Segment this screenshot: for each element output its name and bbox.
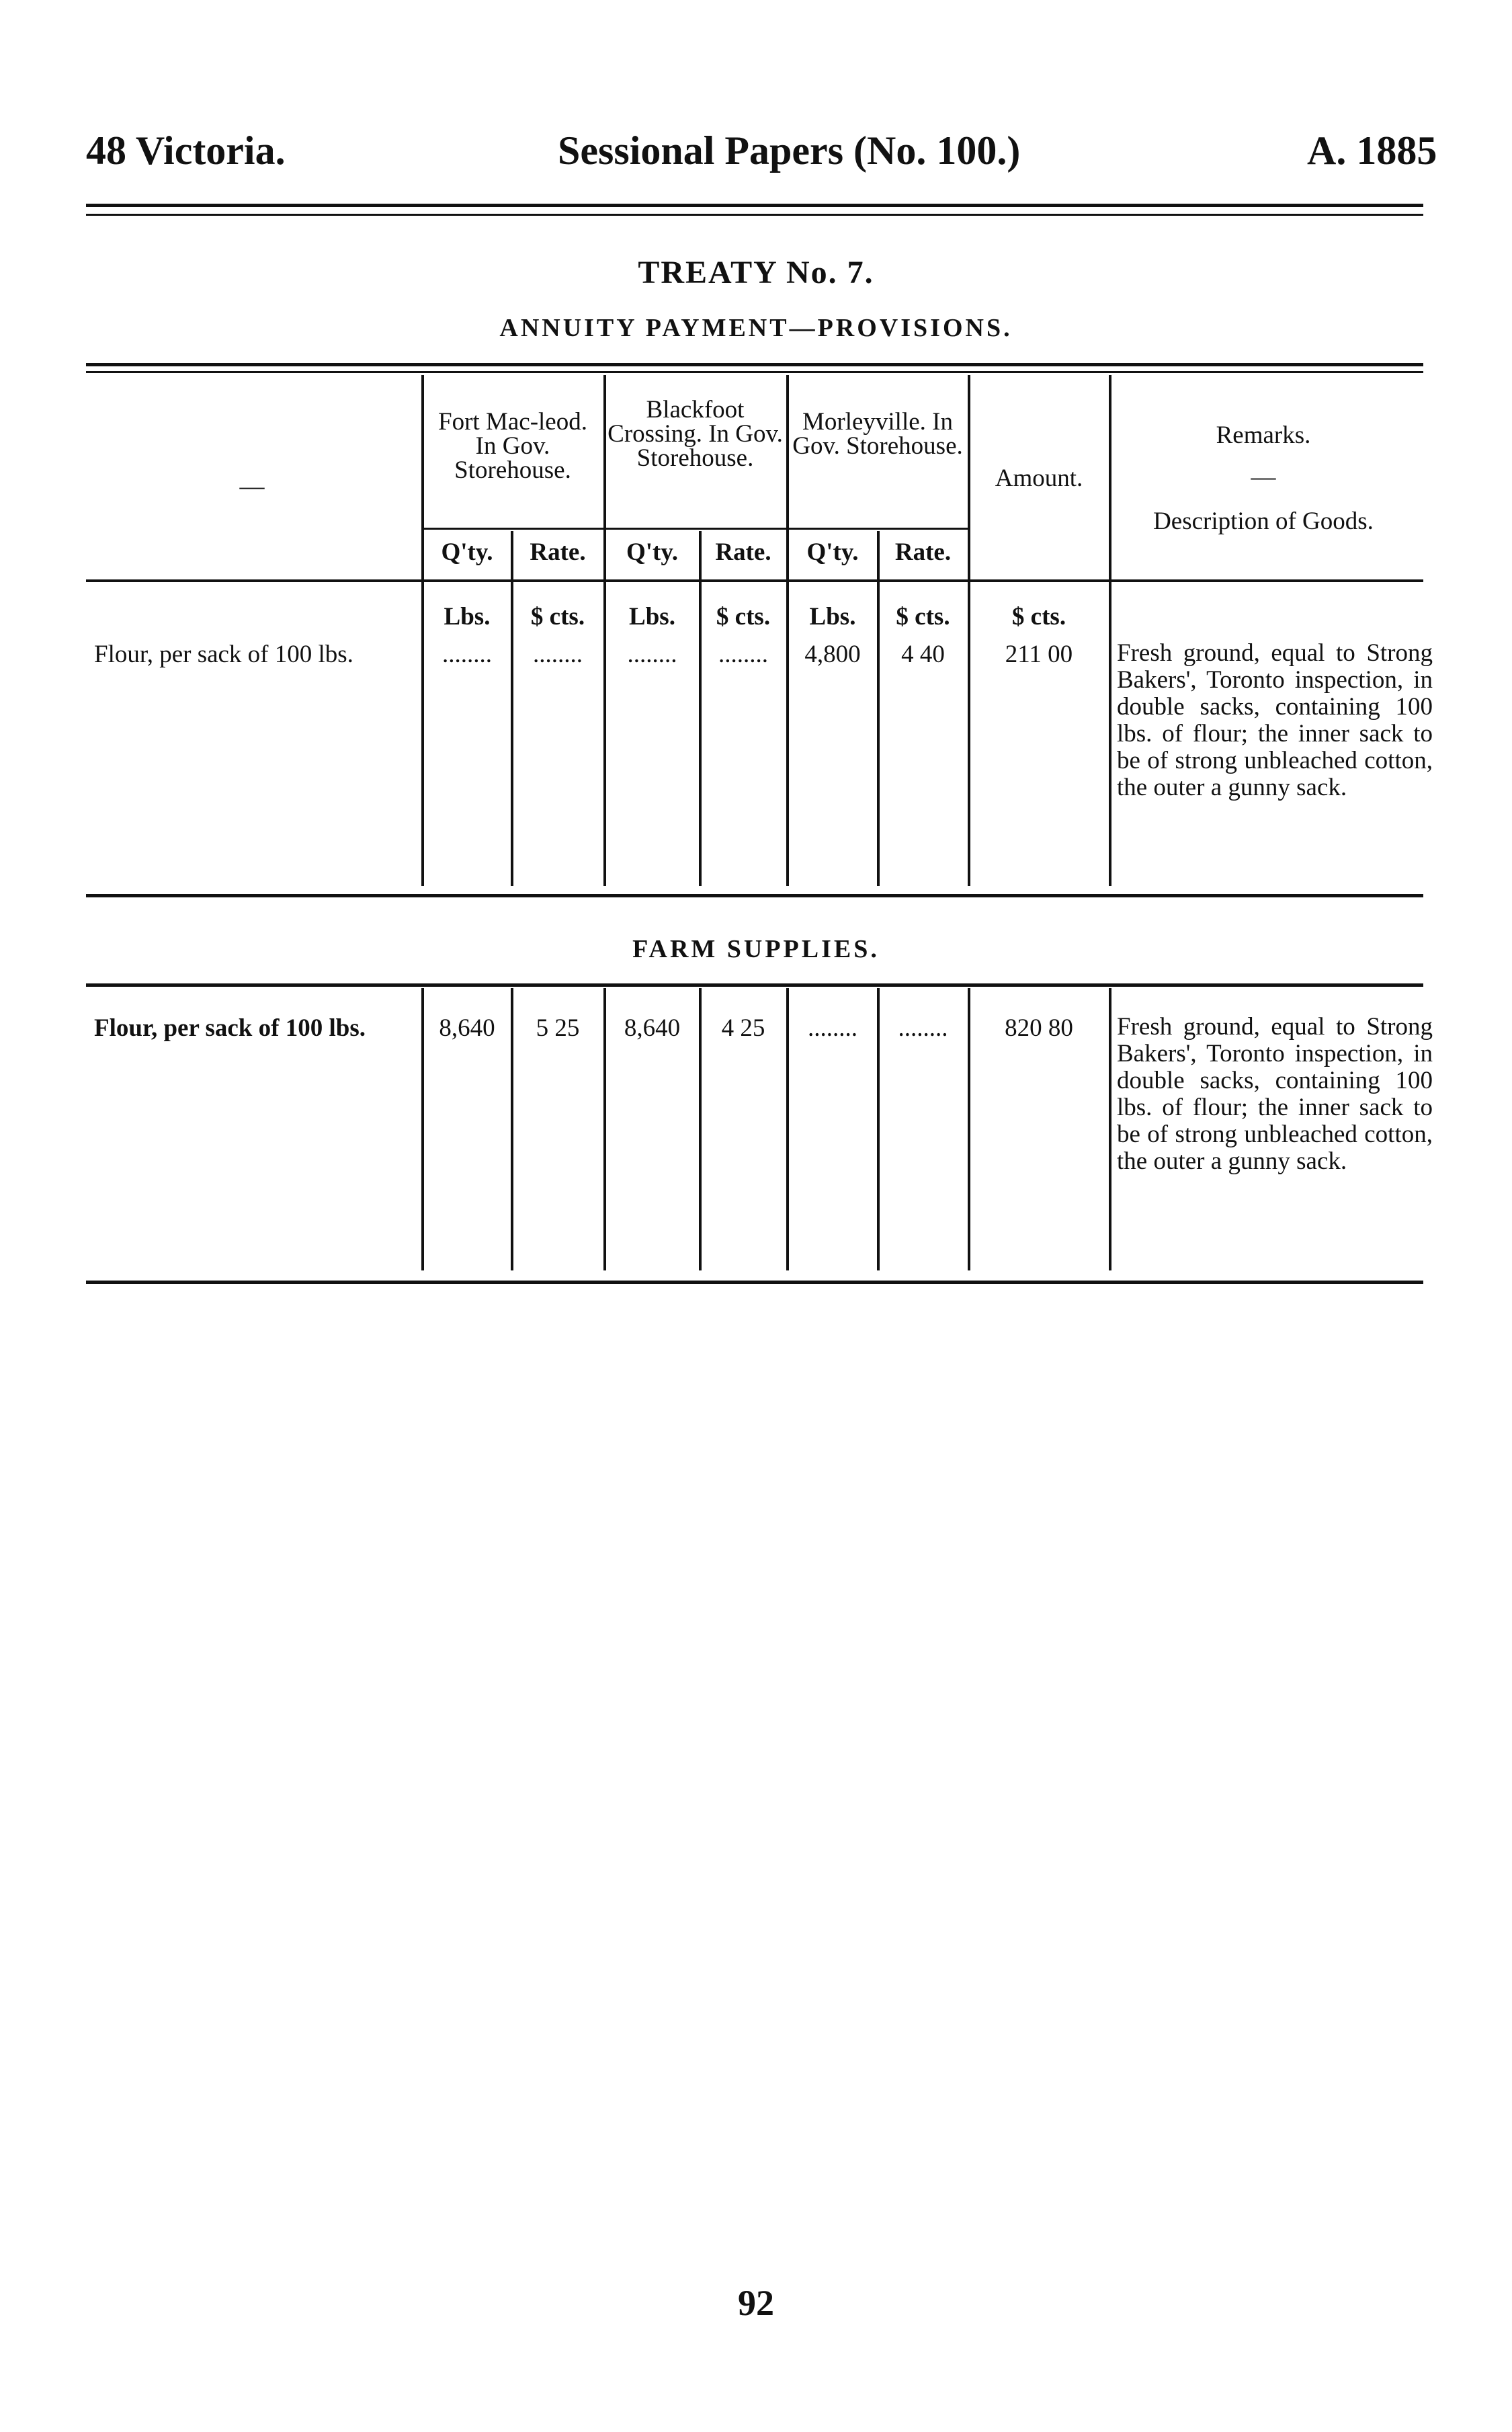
bc-rate-header: Rate. xyxy=(715,538,771,566)
col-divider xyxy=(511,531,513,886)
section-title: FARM SUPPLIES. xyxy=(632,935,880,963)
col-divider xyxy=(603,988,606,1270)
row-amount: 211 00 xyxy=(1005,641,1073,668)
fm-qty: 8,640 xyxy=(439,1014,495,1042)
bc-qty: 8,640 xyxy=(624,1014,681,1042)
fm-qty-header: Q'ty. xyxy=(441,538,493,566)
col-divider xyxy=(603,375,606,886)
mv-qty: 4,800 xyxy=(804,641,861,668)
section-end-rule xyxy=(86,894,1423,897)
mv-rate: 4 40 xyxy=(901,641,945,668)
fm-rate-header: Rate. xyxy=(530,538,586,566)
remarks-dash: — xyxy=(1251,463,1276,491)
fm-rate: ........ xyxy=(533,641,583,668)
description-header: Description of Goods. xyxy=(1153,508,1374,535)
fm-qty: ........ xyxy=(442,641,492,668)
bc-rate: ........ xyxy=(718,641,768,668)
mv-units-qty: Lbs. xyxy=(809,603,856,631)
header-right: A. 1885 xyxy=(1307,128,1437,173)
header-rule-1 xyxy=(86,204,1423,207)
col-divider xyxy=(1109,988,1111,1270)
row-item: Flour, per sack of 100 lbs. xyxy=(94,641,353,668)
bc-rate: 4 25 xyxy=(721,1014,765,1042)
row-amount: 820 80 xyxy=(1005,1014,1073,1042)
fm-units-qty: Lbs. xyxy=(444,603,491,631)
col-divider xyxy=(699,531,702,886)
bc-qty: ........ xyxy=(627,641,677,668)
row-remarks: Fresh ground, equal to Strong Bakers', Toronto inspection, in double sacks, containing 100 lbs. of flour; the inner sack to be of strong unbleached cotton, the outer a gunny sack. xyxy=(1117,1013,1433,1175)
row-item: Flour, per sack of 100 lbs. xyxy=(94,1014,366,1042)
fm-rate: 5 25 xyxy=(536,1014,580,1042)
table-top-rule xyxy=(86,363,1423,366)
col-divider xyxy=(421,375,424,886)
mv-qty: ........ xyxy=(808,1014,857,1042)
bc-units-rate: $ cts. xyxy=(716,603,771,631)
bc-units-qty: Lbs. xyxy=(629,603,675,631)
col-divider xyxy=(421,988,424,1270)
mv-units-rate: $ cts. xyxy=(896,603,950,631)
page-title: TREATY No. 7. xyxy=(638,255,874,290)
mv-rate-header: Rate. xyxy=(894,538,952,566)
page-subtitle: ANNUITY PAYMENT—PROVISIONS. xyxy=(499,314,1013,342)
amount-header: Amount. xyxy=(995,464,1083,492)
row-remarks: Fresh ground, equal to Strong Bakers', Toronto inspection, in double sacks, containing 100 lbs. of flour; the inner sack to be of strong unbleached cotton, the outer a gunny sack. xyxy=(1117,639,1433,801)
fort-macleod-header: Fort Mac-leod. In Gov. Storehouse. xyxy=(438,408,587,484)
fm-units-rate: $ cts. xyxy=(530,603,585,631)
col-divider xyxy=(877,531,880,886)
header-rule-2 xyxy=(86,214,1423,216)
remarks-header: Remarks. xyxy=(1216,421,1311,449)
mv-rate: ........ xyxy=(898,1014,948,1042)
col-divider xyxy=(1109,375,1111,886)
col-divider xyxy=(786,375,789,886)
page-number: 92 xyxy=(738,2283,774,2323)
amount-units: $ cts. xyxy=(1011,603,1066,631)
mv-qty-header: Q'ty. xyxy=(806,538,859,566)
blackfoot-header: Blackfoot Crossing. In Gov. Storehouse. xyxy=(607,396,783,472)
col-divider xyxy=(968,375,970,886)
table-bottom-rule xyxy=(86,1281,1423,1284)
morleyville-header: Morleyville. In Gov. Storehouse. xyxy=(792,408,963,460)
header-center: Sessional Papers (No. 100.) xyxy=(558,128,1021,173)
col-divider xyxy=(968,988,970,1270)
stub-header: — xyxy=(239,473,265,500)
header-left: 48 Victoria. xyxy=(86,128,286,173)
subheader-rule xyxy=(421,528,968,530)
col-divider xyxy=(786,988,789,1270)
header-body-rule xyxy=(86,579,1423,582)
bc-qty-header: Q'ty. xyxy=(626,538,679,566)
table-top-rule-2 xyxy=(86,371,1423,373)
section-rule xyxy=(86,983,1423,987)
